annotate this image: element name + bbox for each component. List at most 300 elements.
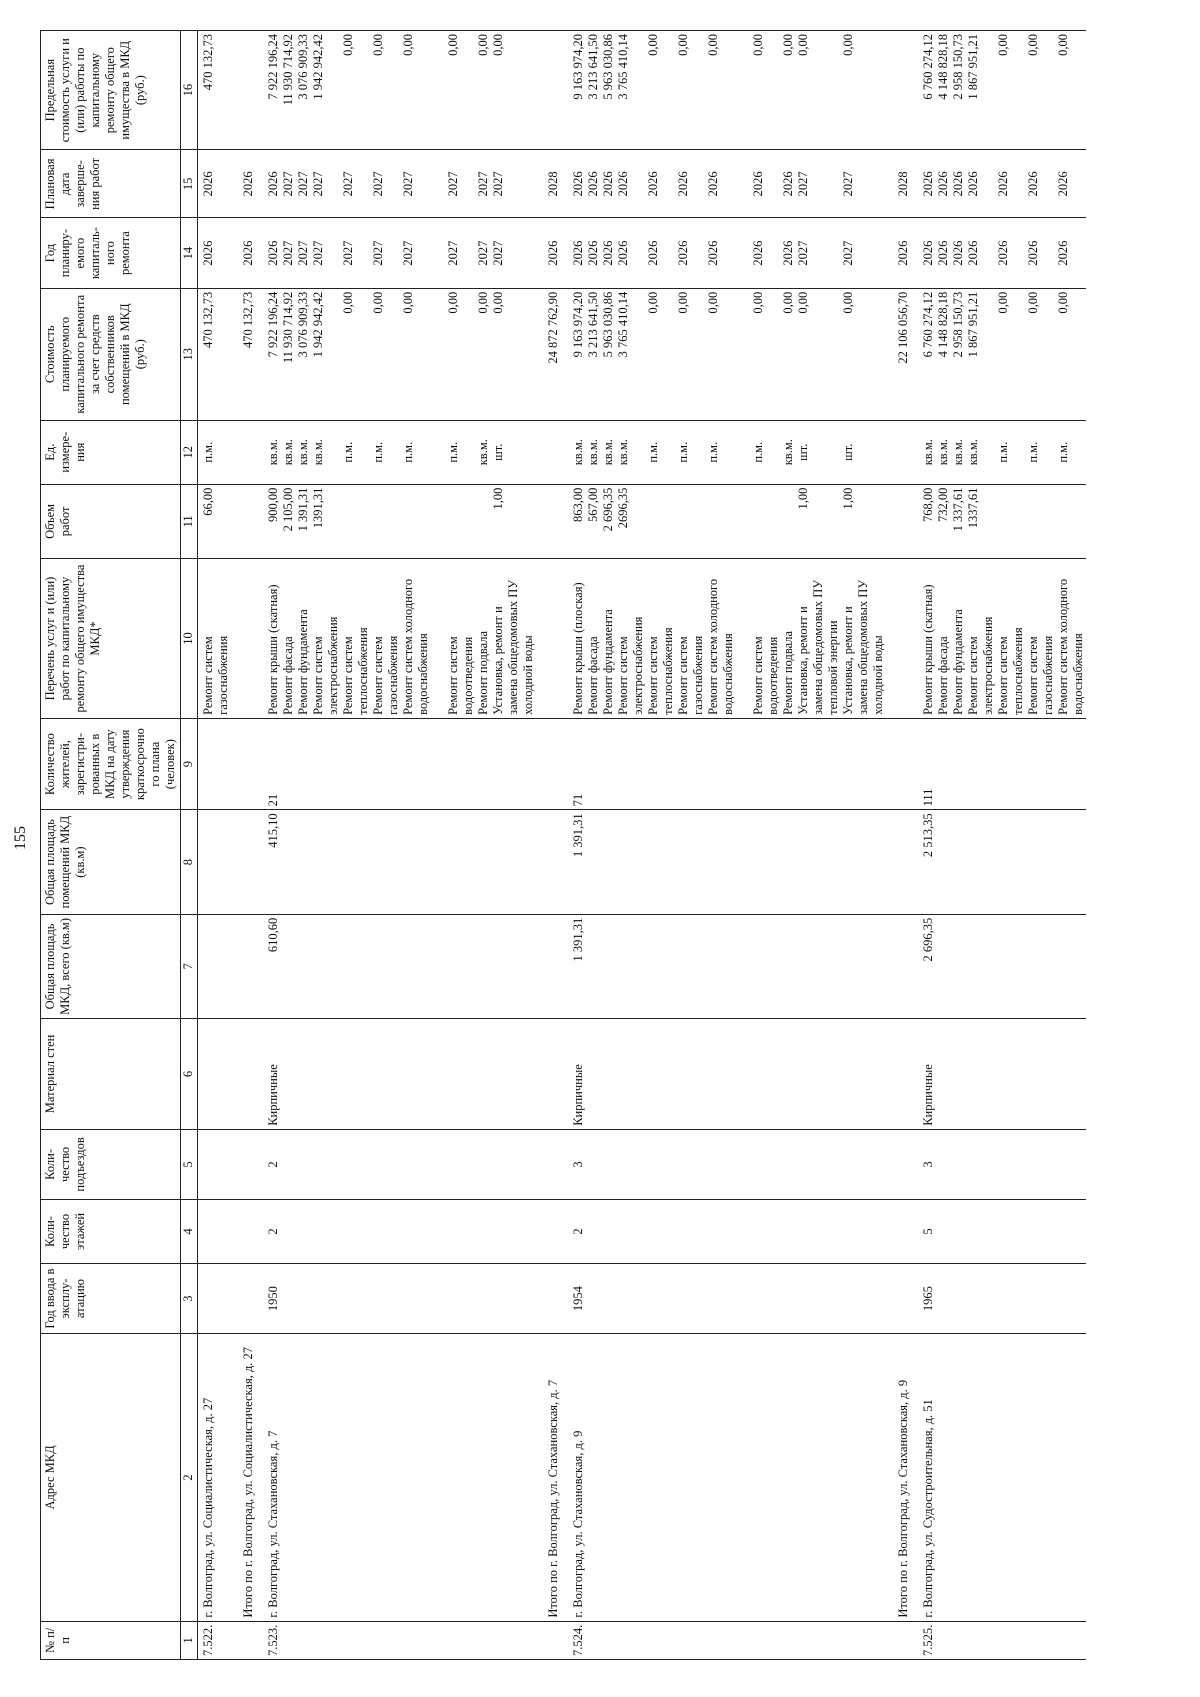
- cost-line: 7 922 196,24: [266, 291, 280, 358]
- entrances: [198, 1129, 232, 1199]
- area-premises: [231, 810, 256, 914]
- area-premises: 415,10: [256, 810, 536, 914]
- plan-year-line: 2026: [936, 240, 950, 266]
- cost-line: 0,00: [341, 291, 355, 314]
- total-row: [886, 31, 911, 1660]
- end-date-line: [1041, 153, 1056, 214]
- cost-line: [826, 292, 841, 417]
- work-volume-line: [476, 488, 491, 556]
- work-volume-line: 1 337,61: [951, 487, 965, 532]
- work-volume-line: 567,00: [586, 487, 600, 523]
- works-list-line: Ремонт подвала: [476, 630, 490, 715]
- end-date-line: 2026: [996, 171, 1010, 197]
- unit-line: шт.: [796, 443, 810, 461]
- limit-cost-line: 0,00: [706, 34, 720, 56]
- plan-year: [536, 218, 561, 288]
- works-list-line: Установка, ремонт и: [841, 606, 855, 715]
- end-date-line: 2027: [341, 171, 355, 197]
- column-header: Плановая дата заверше-ния работ: [41, 150, 181, 218]
- works-list-line: [431, 562, 446, 715]
- limit-cost-line: [811, 34, 826, 146]
- plan-year-line: [386, 221, 401, 284]
- column-number: 12: [181, 420, 198, 484]
- end-date-line: 2027: [281, 171, 295, 197]
- plan-year-line: [691, 221, 706, 284]
- works-list-line: тепловой энергии: [826, 620, 840, 715]
- plan-year-line: 2026: [646, 240, 660, 266]
- unit-line: [691, 424, 706, 481]
- end-date-line: 2026: [951, 171, 965, 197]
- limit-cost-line: [326, 34, 341, 146]
- works-list-line: Ремонт систем: [341, 636, 355, 715]
- entrances: [886, 1129, 911, 1199]
- limit-cost-line: 1 942 942,42: [311, 34, 325, 100]
- works-list-line: Ремонт систем: [446, 636, 460, 715]
- end-date-line: [826, 153, 841, 214]
- entrances: 3: [561, 1129, 886, 1199]
- limit-cost-line: [1041, 34, 1056, 146]
- works-list-line: Установка, ремонт и: [491, 606, 505, 715]
- limit-cost-line: 470 132,73: [201, 34, 215, 91]
- cost-line: 0,00: [1056, 291, 1070, 314]
- cost-line: 470 132,73: [201, 291, 215, 348]
- year-built: [231, 1263, 256, 1333]
- end-date-line: [431, 153, 446, 214]
- area-total: [198, 914, 232, 1018]
- unit-line: кв.м.: [311, 439, 325, 466]
- end-date-line: 2026: [751, 171, 765, 197]
- unit: [256, 420, 536, 484]
- end-date-line: 2027: [841, 171, 855, 197]
- end-date-line: 2028: [896, 171, 910, 197]
- end-date-line: 2027: [401, 171, 415, 197]
- limit-cost-line: [431, 34, 446, 146]
- cost-line: [461, 292, 476, 417]
- cost-line: [721, 292, 736, 417]
- table-row: [256, 31, 536, 1660]
- work-volume-line: 900,00: [266, 487, 280, 523]
- limit-cost-line: [661, 34, 676, 146]
- plan-year-line: 2026: [1056, 240, 1070, 266]
- area-total: 610,60: [256, 914, 536, 1018]
- works-list-line: Ремонт систем: [751, 636, 765, 715]
- cost-line: [326, 292, 341, 417]
- plan-year-line: 2026: [571, 240, 585, 266]
- plan-year-line: 2027: [446, 240, 460, 266]
- cost-line: 470 132,73: [241, 291, 255, 348]
- end-date-line: 2026: [1056, 171, 1070, 197]
- plan-year-line: 2027: [341, 240, 355, 266]
- unit-line: кв.м.: [936, 439, 950, 466]
- cost-line: 5 963 030,86: [601, 291, 615, 358]
- limit-cost: [256, 31, 536, 150]
- address: г. Волгоград, ул. Стахановская, д. 7: [256, 1334, 536, 1621]
- cost-line: [1041, 292, 1056, 417]
- works-list-line: Ремонт фасада: [281, 636, 295, 715]
- end-date-line: 2026: [706, 171, 720, 197]
- limit-cost-line: 1 867 951,21: [966, 34, 980, 100]
- limit-cost: [561, 31, 886, 150]
- works-list-line: газоснабжения: [691, 635, 705, 715]
- column-header: Материал стен: [41, 1019, 181, 1130]
- unit-line: [326, 424, 341, 481]
- plan-year-line: 2026: [966, 240, 980, 266]
- works-list-line: Ремонт крыши (скатная): [921, 584, 935, 715]
- unit: [886, 420, 911, 484]
- unit-line: шт.: [841, 443, 855, 461]
- limit-cost-line: 0,00: [1056, 34, 1070, 56]
- end-date: [911, 150, 1086, 218]
- cost-line: 0,00: [1026, 291, 1040, 314]
- cost: [198, 288, 232, 420]
- unit: [561, 420, 886, 484]
- limit-cost-line: [461, 34, 476, 146]
- unit-line: [461, 424, 476, 481]
- cost-line: [811, 292, 826, 417]
- column-number: 4: [181, 1200, 198, 1264]
- work-volume: [536, 484, 561, 559]
- column-number: 8: [181, 810, 198, 914]
- unit-line: кв.м.: [781, 439, 795, 466]
- works-list-line: водоснабжения: [1071, 633, 1085, 715]
- end-date-line: 2026: [936, 171, 950, 197]
- table-row: [561, 31, 886, 1660]
- work-volume-line: 863,00: [571, 487, 585, 523]
- year-built: 1954: [561, 1263, 886, 1333]
- limit-cost-line: 0,00: [371, 34, 385, 56]
- column-header: Стоимость планируемого капитального ремонта за счет средств собственников помещений в МКД (руб.): [41, 288, 181, 420]
- plan-year-line: 2027: [296, 240, 310, 266]
- plan-year-line: 2026: [546, 240, 560, 266]
- column-number: 7: [181, 914, 198, 1018]
- area-total: [886, 914, 911, 1018]
- rotated-page: [40, 30, 1140, 1660]
- work-volume-line: 1337,61: [966, 487, 980, 529]
- end-date-line: 2026: [646, 171, 660, 197]
- unit-line: п.м.: [201, 441, 215, 463]
- unit-line: [1041, 424, 1056, 481]
- column-number: 10: [181, 559, 198, 719]
- works-list: [198, 559, 232, 719]
- work-volume-line: [811, 488, 826, 556]
- unit-line: п.м.: [371, 441, 385, 463]
- column-header: № п/п: [41, 1621, 181, 1659]
- plan-year: [256, 218, 536, 288]
- cost-line: 1 942 942,42: [311, 291, 325, 358]
- end-date-line: [356, 153, 371, 214]
- works-list-line: водоснабжения: [416, 633, 430, 715]
- plan-year-line: 2027: [491, 240, 505, 266]
- cost: [561, 288, 886, 420]
- row-number: [886, 1621, 911, 1659]
- cost-line: 1 867 951,21: [966, 291, 980, 358]
- unit-line: [826, 424, 841, 481]
- works-list-line: Ремонт подвала: [781, 630, 795, 715]
- works-list-line: водоотведения: [461, 636, 475, 715]
- limit-cost-line: 0,00: [401, 34, 415, 56]
- end-date-line: 2026: [676, 171, 690, 197]
- works-list-line: Ремонт систем: [646, 636, 660, 715]
- year-built: 1950: [256, 1263, 536, 1333]
- year-built: 1965: [911, 1263, 1086, 1333]
- end-date-line: [981, 153, 996, 214]
- limit-cost: [198, 31, 232, 150]
- residents: 111: [911, 718, 1086, 810]
- column-number: 15: [181, 150, 198, 218]
- unit-line: [631, 424, 646, 481]
- plan-year-line: 2026: [996, 240, 1010, 266]
- limit-cost-line: 0,00: [781, 34, 795, 56]
- cost-line: [981, 292, 996, 417]
- cost-line: 11 930 714,92: [281, 291, 295, 364]
- cost-line: [691, 292, 706, 417]
- entrances: 3: [911, 1129, 1086, 1199]
- works-list-line: Ремонт систем холодного: [706, 578, 720, 715]
- unit-line: п.м.: [646, 441, 660, 463]
- column-header: Год ввода в эксплу-атацию: [41, 1263, 181, 1333]
- plan-year-line: 2027: [476, 240, 490, 266]
- work-volume-line: [826, 488, 841, 556]
- cost-line: 3 765 410,14: [616, 291, 630, 358]
- column-header: Количество жителей, зарегистри-рованных в МКД на дату утверждения краткосрочно го плана (человек): [41, 718, 181, 810]
- plan-year-line: [721, 221, 736, 284]
- work-volume-line: [691, 488, 706, 556]
- unit-line: [721, 424, 736, 481]
- row-number: [231, 1621, 256, 1659]
- plan-year-line: [416, 221, 431, 284]
- cost: [256, 288, 536, 420]
- works-list: [886, 559, 911, 719]
- repair-plan-table: [40, 30, 1086, 1660]
- area-premises: [536, 810, 561, 914]
- cost-line: 0,00: [476, 291, 490, 314]
- works-list-line: теплоснабжения: [356, 627, 370, 715]
- column-header: Коли-чество этажей: [41, 1200, 181, 1264]
- cost-line: 0,00: [371, 291, 385, 314]
- plan-year-line: 2026: [781, 240, 795, 266]
- plan-year-line: 2026: [201, 240, 215, 266]
- work-volume-line: [386, 488, 401, 556]
- work-volume-line: 1,00: [841, 487, 855, 510]
- work-volume: [911, 484, 1086, 559]
- works-list-line: Ремонт систем: [996, 636, 1010, 715]
- plan-year: [911, 218, 1086, 288]
- unit-line: п.м.: [1026, 441, 1040, 463]
- cost-line: [736, 292, 751, 417]
- plan-year-line: [1041, 221, 1056, 284]
- floors: [536, 1200, 561, 1264]
- works-list: [911, 559, 1086, 719]
- end-date: [536, 150, 561, 218]
- limit-cost-line: [736, 34, 751, 146]
- cost-line: 0,00: [646, 291, 660, 314]
- works-list-line: газоснабжения: [1041, 635, 1055, 715]
- plan-year: [231, 218, 256, 288]
- plan-year-line: 2026: [896, 240, 910, 266]
- work-volume: [231, 484, 256, 559]
- end-date-line: [811, 153, 826, 214]
- limit-cost-line: [356, 34, 371, 146]
- wall-material: [536, 1019, 561, 1130]
- unit-line: п.м.: [341, 441, 355, 463]
- work-volume-line: 2696,35: [616, 487, 630, 529]
- area-total: [231, 914, 256, 1018]
- works-list-line: Ремонт фундамента: [951, 609, 965, 715]
- work-volume-line: [416, 488, 431, 556]
- limit-cost-line: 6 760 274,12: [921, 34, 935, 100]
- table-row: [911, 31, 1086, 1660]
- address: Итого по г. Волгоград, ул. Социалистическая, д. 27: [231, 1334, 256, 1621]
- plan-year-line: 2026: [676, 240, 690, 266]
- cost-line: 24 872 762,90: [546, 291, 560, 364]
- unit-line: [416, 424, 431, 481]
- plan-year-line: 2027: [311, 240, 325, 266]
- limit-cost-line: [386, 34, 401, 146]
- column-header: Ед. измере-ния: [41, 420, 181, 484]
- plan-year-line: [811, 221, 826, 284]
- cost-line: 0,00: [401, 291, 415, 314]
- row-number: 7.524.: [561, 1621, 886, 1659]
- column-number: 13: [181, 288, 198, 420]
- unit-line: кв.м.: [601, 439, 615, 466]
- plan-year-line: [461, 221, 476, 284]
- work-volume-line: [721, 488, 736, 556]
- plan-year-line: 2027: [796, 240, 810, 266]
- end-date-line: [766, 153, 781, 214]
- unit-line: кв.м.: [966, 439, 980, 466]
- cost-line: 2 958 150,73: [951, 291, 965, 358]
- works-list-line: теплоснабжения: [1011, 627, 1025, 715]
- limit-cost-line: 9 163 974,20: [571, 34, 585, 100]
- cost-line: [356, 292, 371, 417]
- wall-material: [231, 1019, 256, 1130]
- end-date: [231, 150, 256, 218]
- work-volume-line: [646, 488, 661, 556]
- end-date-line: 2028: [546, 171, 560, 197]
- cost-line: 0,00: [781, 291, 795, 314]
- work-volume-line: 732,00: [936, 487, 950, 523]
- column-number: 9: [181, 718, 198, 810]
- unit-line: п.м.: [751, 441, 765, 463]
- work-volume: [256, 484, 536, 559]
- work-volume-line: [356, 488, 371, 556]
- work-volume: [198, 484, 232, 559]
- plan-year-line: 2026: [951, 240, 965, 266]
- cost-line: 0,00: [446, 291, 460, 314]
- works-list-line: Ремонт систем: [371, 636, 385, 715]
- unit: [198, 420, 232, 484]
- end-date-line: 2027: [311, 171, 325, 197]
- limit-cost-line: [826, 34, 841, 146]
- limit-cost-line: 7 922 196,24: [266, 34, 280, 100]
- area-premises: [886, 810, 911, 914]
- address: г. Волгоград, ул. Стахановская, д. 9: [561, 1334, 886, 1621]
- header-row: [41, 31, 181, 1660]
- unit-line: [1011, 424, 1026, 481]
- limit-cost: [911, 31, 1086, 150]
- end-date-line: 2027: [476, 171, 490, 197]
- limit-cost-line: 0,00: [1026, 34, 1040, 56]
- unit-line: п.м.: [676, 441, 690, 463]
- end-date-line: 2026: [921, 171, 935, 197]
- cost-line: [386, 292, 401, 417]
- row-number: 7.522.: [198, 1621, 232, 1659]
- work-volume-line: [766, 488, 781, 556]
- unit-line: кв.м.: [951, 439, 965, 466]
- entrances: [536, 1129, 561, 1199]
- column-number: 3: [181, 1263, 198, 1333]
- work-volume-line: [401, 488, 416, 556]
- entrances: [231, 1129, 256, 1199]
- work-volume-line: [676, 488, 691, 556]
- column-number: 14: [181, 218, 198, 288]
- unit-line: кв.м.: [586, 439, 600, 466]
- works-list: [536, 559, 561, 719]
- area-total: [536, 914, 561, 1018]
- limit-cost-line: 3 765 410,14: [616, 34, 630, 100]
- end-date-line: [631, 153, 646, 214]
- wall-material: Кирпичные: [561, 1019, 886, 1130]
- row-number: 7.523.: [256, 1621, 536, 1659]
- plan-year: [561, 218, 886, 288]
- works-list-line: замена общедомовых ПУ: [506, 579, 520, 715]
- table-body: [198, 31, 1087, 1660]
- unit-line: кв.м.: [616, 439, 630, 466]
- end-date-line: [721, 153, 736, 214]
- plan-year-line: 2026: [1026, 240, 1040, 266]
- limit-cost-line: 2 958 150,73: [951, 34, 965, 100]
- residents: 21: [256, 718, 536, 810]
- end-date-line: 2026: [571, 171, 585, 197]
- address: Итого по г. Волгоград, ул. Стахановская, д. 9: [886, 1334, 911, 1621]
- works-list-line: Ремонт фасада: [586, 636, 600, 715]
- plan-year-line: 2026: [921, 240, 935, 266]
- row-number: [536, 1621, 561, 1659]
- works-list-line: Ремонт фасада: [936, 636, 950, 715]
- work-volume-line: [631, 488, 646, 556]
- floors: [886, 1200, 911, 1264]
- column-number: 16: [181, 31, 198, 150]
- unit: [911, 420, 1086, 484]
- plan-year-line: 2026: [586, 240, 600, 266]
- end-date-line: 2027: [491, 171, 505, 197]
- wall-material: [198, 1019, 232, 1130]
- works-list-line: холодной воды: [871, 635, 885, 715]
- end-date-line: 2026: [241, 171, 255, 197]
- work-volume-line: [706, 488, 721, 556]
- plan-year-line: [326, 221, 341, 284]
- cost-line: [1011, 292, 1026, 417]
- column-header: Объем работ: [41, 484, 181, 559]
- end-date: [886, 150, 911, 218]
- works-list-line: [736, 562, 751, 715]
- unit-line: п.м.: [1056, 441, 1070, 463]
- unit: [231, 420, 256, 484]
- limit-cost-line: 0,00: [491, 34, 505, 56]
- work-volume-line: 768,00: [921, 487, 935, 523]
- plan-year-line: [661, 221, 676, 284]
- works-list-line: замена общедомовых ПУ: [856, 579, 870, 715]
- end-date-line: [1011, 153, 1026, 214]
- plan-year-line: 2026: [616, 240, 630, 266]
- column-number: 2: [181, 1334, 198, 1621]
- work-volume-line: [326, 488, 341, 556]
- column-number-row: [181, 31, 198, 1660]
- cost-line: 3 076 909,33: [296, 291, 310, 358]
- plan-year-line: [766, 221, 781, 284]
- entrances: 2: [256, 1129, 536, 1199]
- limit-cost-line: 0,00: [996, 34, 1010, 56]
